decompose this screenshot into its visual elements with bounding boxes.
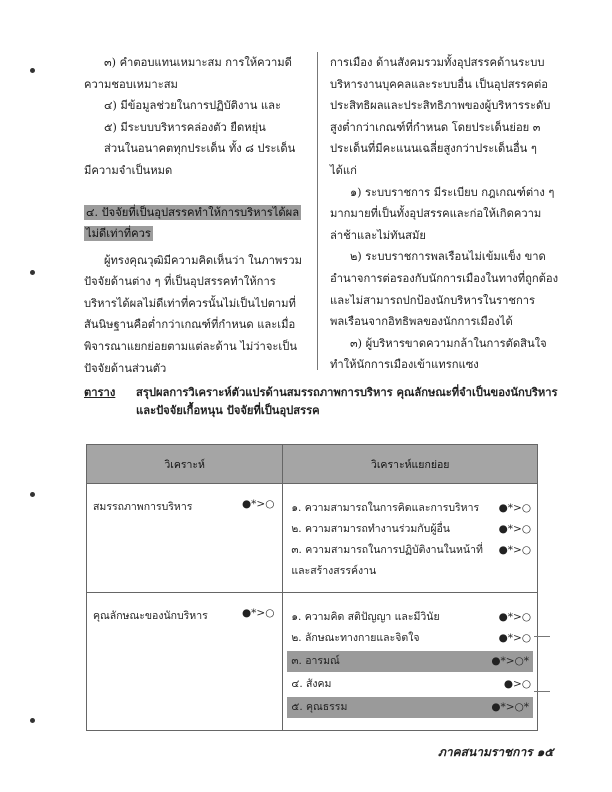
table-header-sub-analysis: วิเคราะห์แยกย่อย <box>283 445 538 484</box>
sub-item-label: ๒. ความสามารถทำงานร่วมกับผู้อื่น <box>291 523 450 535</box>
left-paragraphs <box>84 52 306 182</box>
table-row <box>87 593 538 731</box>
table-row <box>87 484 538 593</box>
sub-analysis-cell <box>283 484 538 593</box>
sub-item-mark: ●*>○* <box>491 655 529 667</box>
right-paragraphs <box>330 52 562 376</box>
sub-item-label: ๓. อารมณ์ <box>291 655 340 667</box>
sub-analysis-cell <box>283 593 538 731</box>
left-paragraphs-after <box>84 250 306 380</box>
margin-dot <box>30 492 35 497</box>
annotation-line <box>534 691 550 692</box>
highlighted-sub-item <box>287 651 533 672</box>
paragraph: ๔) มีข้อมูลช่วยในการปฏิบัติงาน และ <box>104 99 281 113</box>
table-body <box>87 484 538 731</box>
sub-item-mark: ●*>○ <box>498 523 531 535</box>
sub-item-label: ๓. ความสามารถในการปฏิบัติงานในหน้าที่และสร้างสรรค์งาน <box>291 544 483 577</box>
category-cell <box>87 593 283 731</box>
sub-item <box>283 607 537 628</box>
sub-item-label: ๕. คุณธรรม <box>291 701 348 713</box>
margin-dot <box>30 270 35 275</box>
left-column <box>84 52 306 379</box>
sub-item-mark: ●*>○ <box>498 632 531 644</box>
paragraph: ผู้ทรงคุณวุฒิมีความคิดเห็นว่า ในภาพรวมปัจจัยด้านต่าง ๆ ที่เป็นอุปสรรคทำให้การบริหารได้ผลไม่ดีเท่าที่ควรนั้นไม่เป็นไปตามที่สันนิษฐานคือต่ำกว่าเกณฑ์ที่กำหนด และเมื่อพิจารณาแยกย่อยตามแต่ละด้าน ไม่ว่าจะเป็นปัจจัยด้านส่วนตัว <box>84 253 302 375</box>
category-mark: ●*>○ <box>242 498 275 510</box>
margin-dot <box>30 68 35 73</box>
sub-item <box>283 628 537 649</box>
sub-item <box>283 498 537 519</box>
sub-item-label: ๑. ความคิด สติปัญญา และมีวินัย <box>291 611 440 623</box>
sub-item-mark: ●*>○ <box>498 611 531 623</box>
paragraph: ๒) ระบบราชการพลเรือนไม่เข้มแข็ง ขาดอำนาจการต่อรองกับนักการเมืองในทางที่ถูกต้อง และไม่สามารถปกป้องนักบริหารในราชการพลเรือนจากอิทธิพลของนักการเมืองได้ <box>330 250 559 329</box>
sub-item-mark: ●*>○ <box>498 502 531 514</box>
paragraph: ๑) ระบบราชการ มีระเบียบ กฎเกณฑ์ต่าง ๆ มากมายที่เป็นทั้งอุปสรรคและก่อให้เกิดความล่าช้าและไม่ทันสมัย <box>330 185 555 242</box>
category-label: คุณลักษณะของนักบริหาร <box>93 610 208 622</box>
table-header-analysis: วิเคราะห์ <box>87 445 283 484</box>
caption-text: สรุปผลการวิเคราะห์ตัวแปรด้านสมรรถภาพการบริหาร คุณลักษณะที่จำเป็นของนักบริหารและปัจจัยเกื้อหนุน ปัจจัยที่เป็นอุปสรรค <box>136 385 558 417</box>
paragraph: การเมือง ด้านสังคมรวมทั้งอุปสรรคด้านระบบบริหารงานบุคคลและระบบอื่น เป็นอุปสรรคต่อประสิทธิผลและประสิทธิภาพของผู้บริหารระดับสูงต่ำกว่าเกณฑ์ที่กำหนด โดยประเด็นย่อย ๓ ประเด็นที่มีคะแนนเฉลี่ยสูงกว่าประเด็นอื่น ๆ ได้แก่ <box>330 56 551 177</box>
annotation-line <box>534 636 550 637</box>
section-heading-wrap <box>84 202 306 244</box>
category-mark: ●*>○ <box>242 607 275 619</box>
sub-item-label: ๒. ลักษณะทางกายและจิตใจ <box>291 632 420 644</box>
sub-item-mark: ●>○ <box>503 678 531 690</box>
caption-label: ตาราง <box>84 385 116 399</box>
section-heading: ๔. ปัจจัยที่เป็นอุปสรรคทำให้การบริหารได้ผลไม่ดีเท่าที่ควร <box>86 205 300 240</box>
sub-item-mark: ●*>○ <box>498 544 531 556</box>
paragraph: ๓) ผู้บริหารขาดความกล้าในการตัดสินใจ ทำให้นักการเมืองเข้าแทรกแซง <box>330 336 547 372</box>
sub-item-label: ๔. สังคม <box>291 678 332 690</box>
category-cell <box>87 484 283 593</box>
highlighted-sub-item <box>287 697 533 718</box>
right-column <box>330 52 562 376</box>
summary-table <box>86 444 538 731</box>
sub-item <box>283 540 537 582</box>
margin-dot <box>30 718 35 723</box>
sub-item-label: ๑. ความสามารถในการคิดและการบริหาร <box>291 502 480 514</box>
sub-item <box>283 519 537 540</box>
category-label: สมรรถภาพการบริหาร <box>93 501 193 513</box>
paragraph: ๕) มีระบบบริหารคล่องตัว ยืดหยุ่น <box>104 120 266 134</box>
page-footer: ภาคสนามราชการ ๑๕ <box>438 745 554 759</box>
sub-item <box>283 674 537 695</box>
paragraph: ส่วนในอนาคตทุกประเด็น ทั้ง ๘ ประเด็น มีความจำเป็นหมด <box>84 142 296 177</box>
paragraph: ๓) คำตอบแทนเหมาะสม การให้ความดีความชอบเหมาะสม <box>84 56 292 91</box>
column-divider <box>317 52 318 370</box>
table-header-row <box>87 445 538 484</box>
sub-item-mark: ●*>○* <box>491 701 529 713</box>
